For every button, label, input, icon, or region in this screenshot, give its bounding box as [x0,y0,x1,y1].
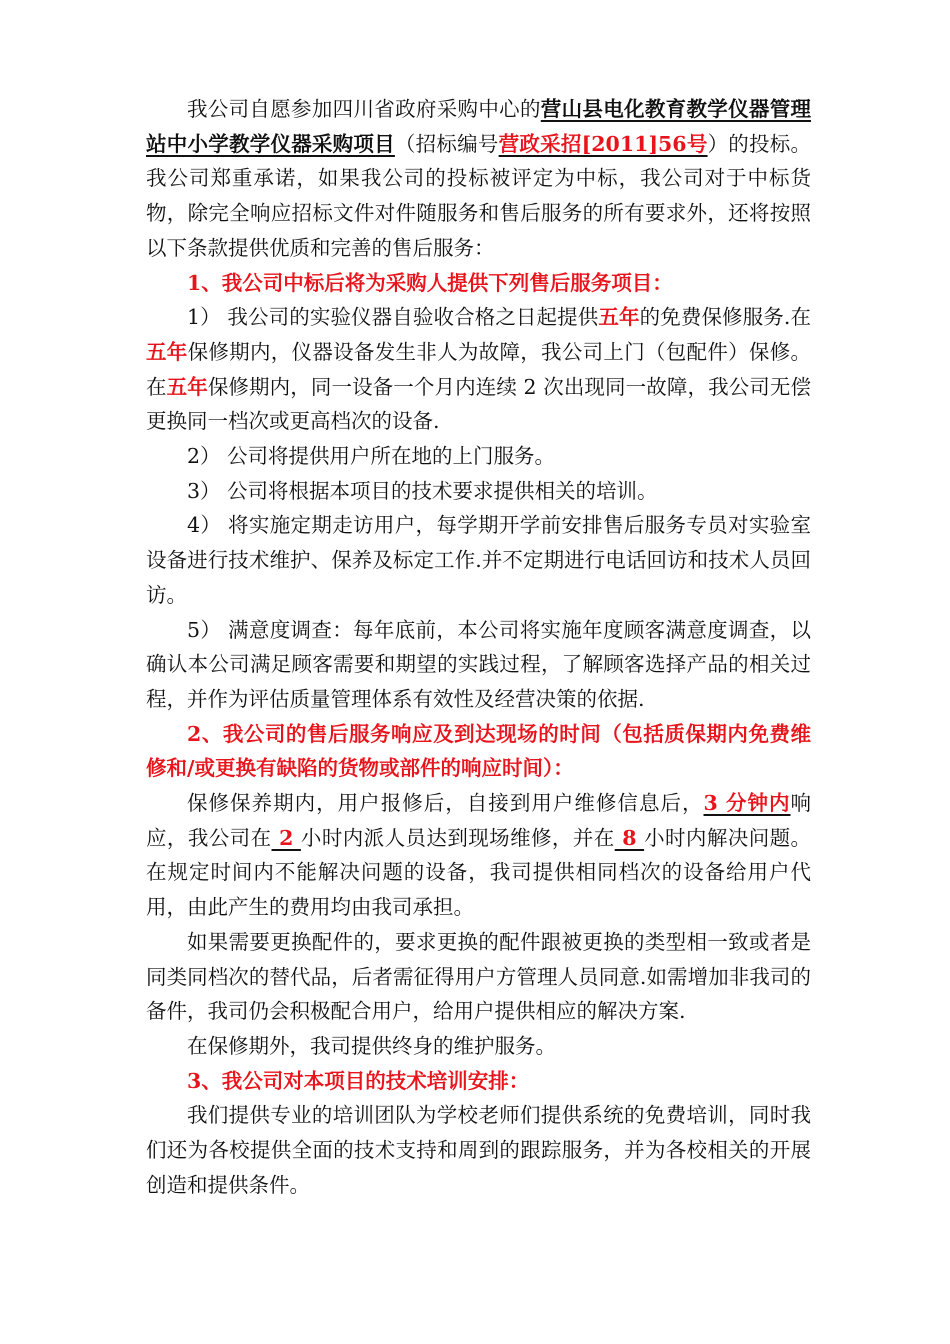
section-1-item-3: 3） 公司将根据本项目的技术要求提供相关的培训。 [187,478,658,503]
arrival-hours: 2 [271,825,301,850]
item-1-text-e: 保修期内，仪器设备发生非人为故障，我公司上门（包配件）保修。在 [146,339,812,399]
section-1-item-5: 5） 满意度调查：每年底前，本公司将实施年度顾客满意度调查，以确认本公司满足顾客需要和期望的实践过程，了解顾客选择产品的相关过程，并作为评估质量管理体系有效性及经营决策的依据. [146,617,811,711]
section-2-paragraph-1 [146,786,811,925]
item-1-text-a: 1） 我公司的实验仪器自验收合格之日起提供 [187,305,599,330]
s2-text-c: 响应，我公司在 [146,791,812,850]
section-1-heading: 1、我公司中标后将为采购人提供下列售后服务项目： [187,270,673,295]
five-years-2: 五年 [146,339,188,364]
section-2-paragraph-2: 如果需要更换配件的，要求更换的配件跟被更换的类型相一致或者是同类同档次的替代品，后者需征得用户方管理人员同意.如需增加非我司的备件，我司仍会积极配合用户，给用户提供相应的解决方案. [146,929,811,1024]
response-time: 3 分钟内 [703,791,791,816]
s2-text-g: 小时内解决问题。在规定时间内不能解决问题的设备，我司提供相同档次的设备给用户代用，由此产生的费用均由我司承担。 [146,825,812,920]
project-name: 营山县电化教育教学仪器管理站中小学教学仪器采购项目 [146,97,812,156]
intro-paragraph [146,92,811,266]
five-years-3: 五年 [166,374,208,399]
five-years-1: 五年 [598,305,640,330]
intro-text-a: 我公司自愿参加四川省政府采购中心的 [187,97,541,121]
item-1-text-g: 保修期内，同一设备一个月内连续 2 次出现同一故障，我公司无偿更换同一档次或更高档次的设备. [146,374,812,434]
section-2-paragraph-3: 在保修期外，我司提供终身的维护服务。 [187,1033,556,1058]
section-1-item-2: 2） 公司将提供用户所在地的上门服务。 [187,444,556,469]
section-1-item-4: 4） 将实施定期走访用户，每学期开学前安排售后服务专员对实验室设备进行技术维护、保养及标定工作.并不定期进行电话回访和技术人员回访。 [146,513,811,607]
section-2-heading: 2、我公司的售后服务响应及到达现场的时间（包括质保期内免费维修和/或更换有缺陷的货物或部件的响应时间）： [146,721,811,781]
tender-code: 营政采招[2011]56号 [498,131,708,156]
s2-text-a: 保修保养期内，用户报修后，自接到用户维修信息后， [187,791,704,816]
intro-text-b: （招标编号 [394,131,499,156]
section-3-paragraph-1: 我们提供专业的培训团队为学校老师们提供系统的免费培训，同时我们还为各校提供全面的技术支持和周到的跟踪服务，并为各校相关的开展创造和提供条件。 [146,1103,811,1197]
document-page [146,92,811,1203]
section-1-item-1 [146,300,811,439]
resolve-hours: 8 [614,825,645,850]
intro-text-c: ）的投标。我公司郑重承诺，如果我公司的投标被评定为中标，我公司对于中标货物，除完全响应招标文件对件随服务和售后服务的所有要求外，还将按照以下条款提供优质和完善的售后服务： [146,131,812,260]
section-3-heading: 3、我公司对本项目的技术培训安排： [187,1068,530,1093]
item-1-text-c: 的免费保修服务.在 [639,305,812,330]
s2-text-e: 小时内派人员达到现场维修，并在 [300,825,615,850]
